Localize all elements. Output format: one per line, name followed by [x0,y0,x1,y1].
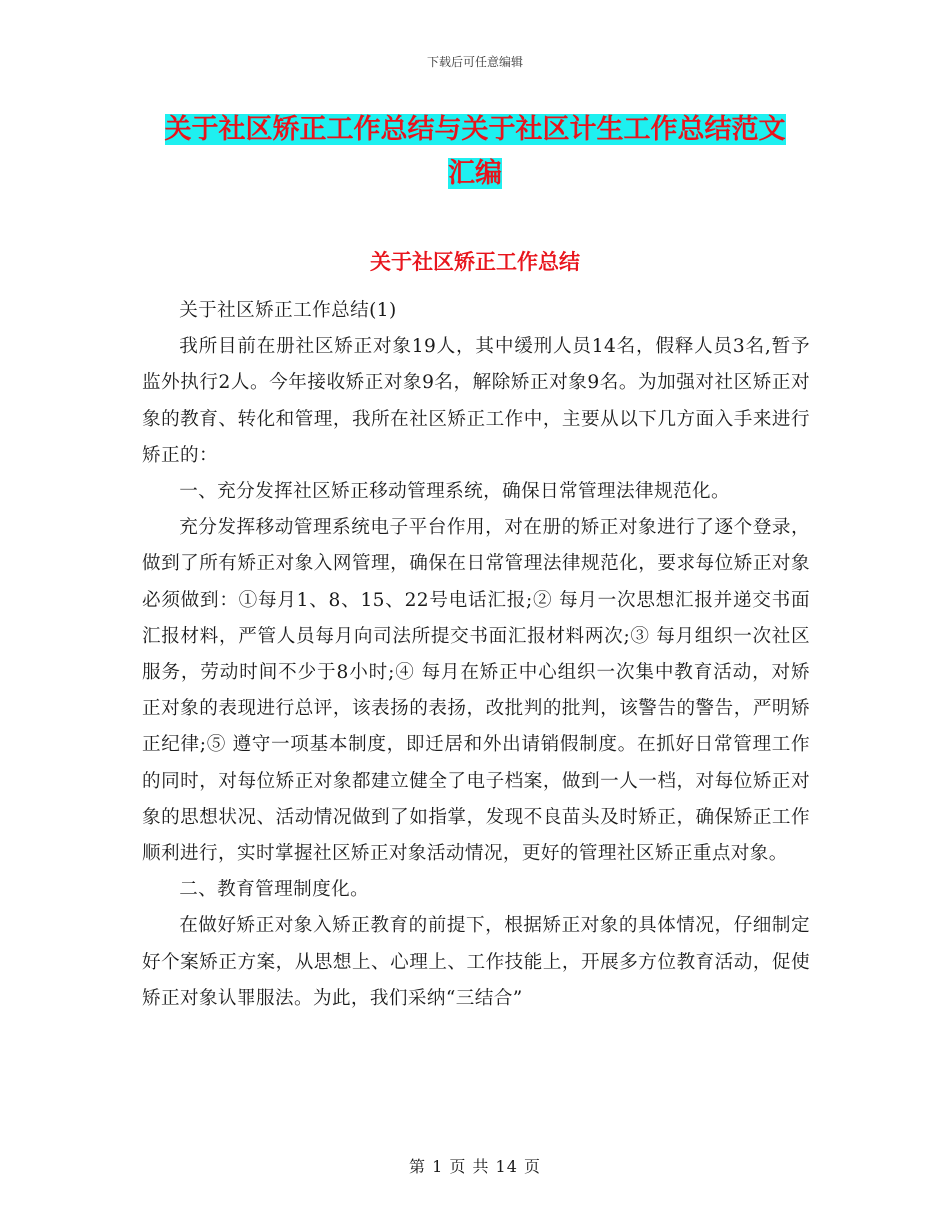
paragraph-heading-2: 二、教育管理制度化。 [179,879,370,901]
document-title [140,108,810,196]
paragraph-heading-1: 一、充分发挥社区矫正移动管理系统，确保日常管理法律规范化。 [179,481,731,503]
document-title-line-1: 关于社区矫正工作总结与关于社区计生工作总结范文 [164,114,786,145]
section-title: 关于社区矫正工作总结 [370,250,580,274]
paragraph: 我所目前在册社区矫正对象19人，其中缓刑人员14名，假释人员3名,暂予监外执行2人。今年接收矫正对象9名，解除矫正对象9名。为加强对社区矫正对象的教育、转化和管理，我所在社区矫正工作中，主要从以下几方面入手来进行矫正的： [142,336,810,466]
header-note: 下载后可任意编辑 [426,55,523,69]
paragraph: 在做好矫正对象入矫正教育的前提下，根据矫正对象的具体情况，仔细制定好个案矫正方案，从思想上、心理上、工作技能上，开展多方位教育活动，促使矫正对象认罪服法。为此，我们采纳“三结合” [142,915,810,1009]
paragraph: 充分发挥移动管理系统电子平台作用，对在册的矫正对象进行了逐个登录，做到了所有矫正对象入网管理，确保在日常管理法律规范化，要求每位矫正对象必须做到：①每月1、8、15、22号电话汇报;② 每月一次思想汇报并递交书面汇报材料，严管人员每月向司法所提交书面汇报材料两次;③ 每月组织一次社区服务，劳动时间不少于8小时;④ 每月在矫正中心组织一次集中教育活动，对矫正对象的表现进行总评，该表扬的表扬，改批判的批判，该警告的警告，严明矫正纪律;⑤ 遵守一项基本制度，即迁居和外出请销假制度。在抓好日常管理工作的同时，对每位矫正对象都建立健全了电子档案，做到一人一档，对每位矫正对象的思想状况、活动情况做到了如指掌，发现不良苗头及时矫正，确保矫正工作顺利进行，实时掌握社区矫正对象活动情况，更好的管理社区矫正重点对象。 [142,517,810,865]
document-title-line-2: 汇编 [448,158,502,189]
page-footer: 第 1 页 共 14 页 [409,1157,541,1176]
document-body [142,293,810,1017]
paragraph-subheading: 关于社区矫正工作总结(1) [179,300,397,321]
